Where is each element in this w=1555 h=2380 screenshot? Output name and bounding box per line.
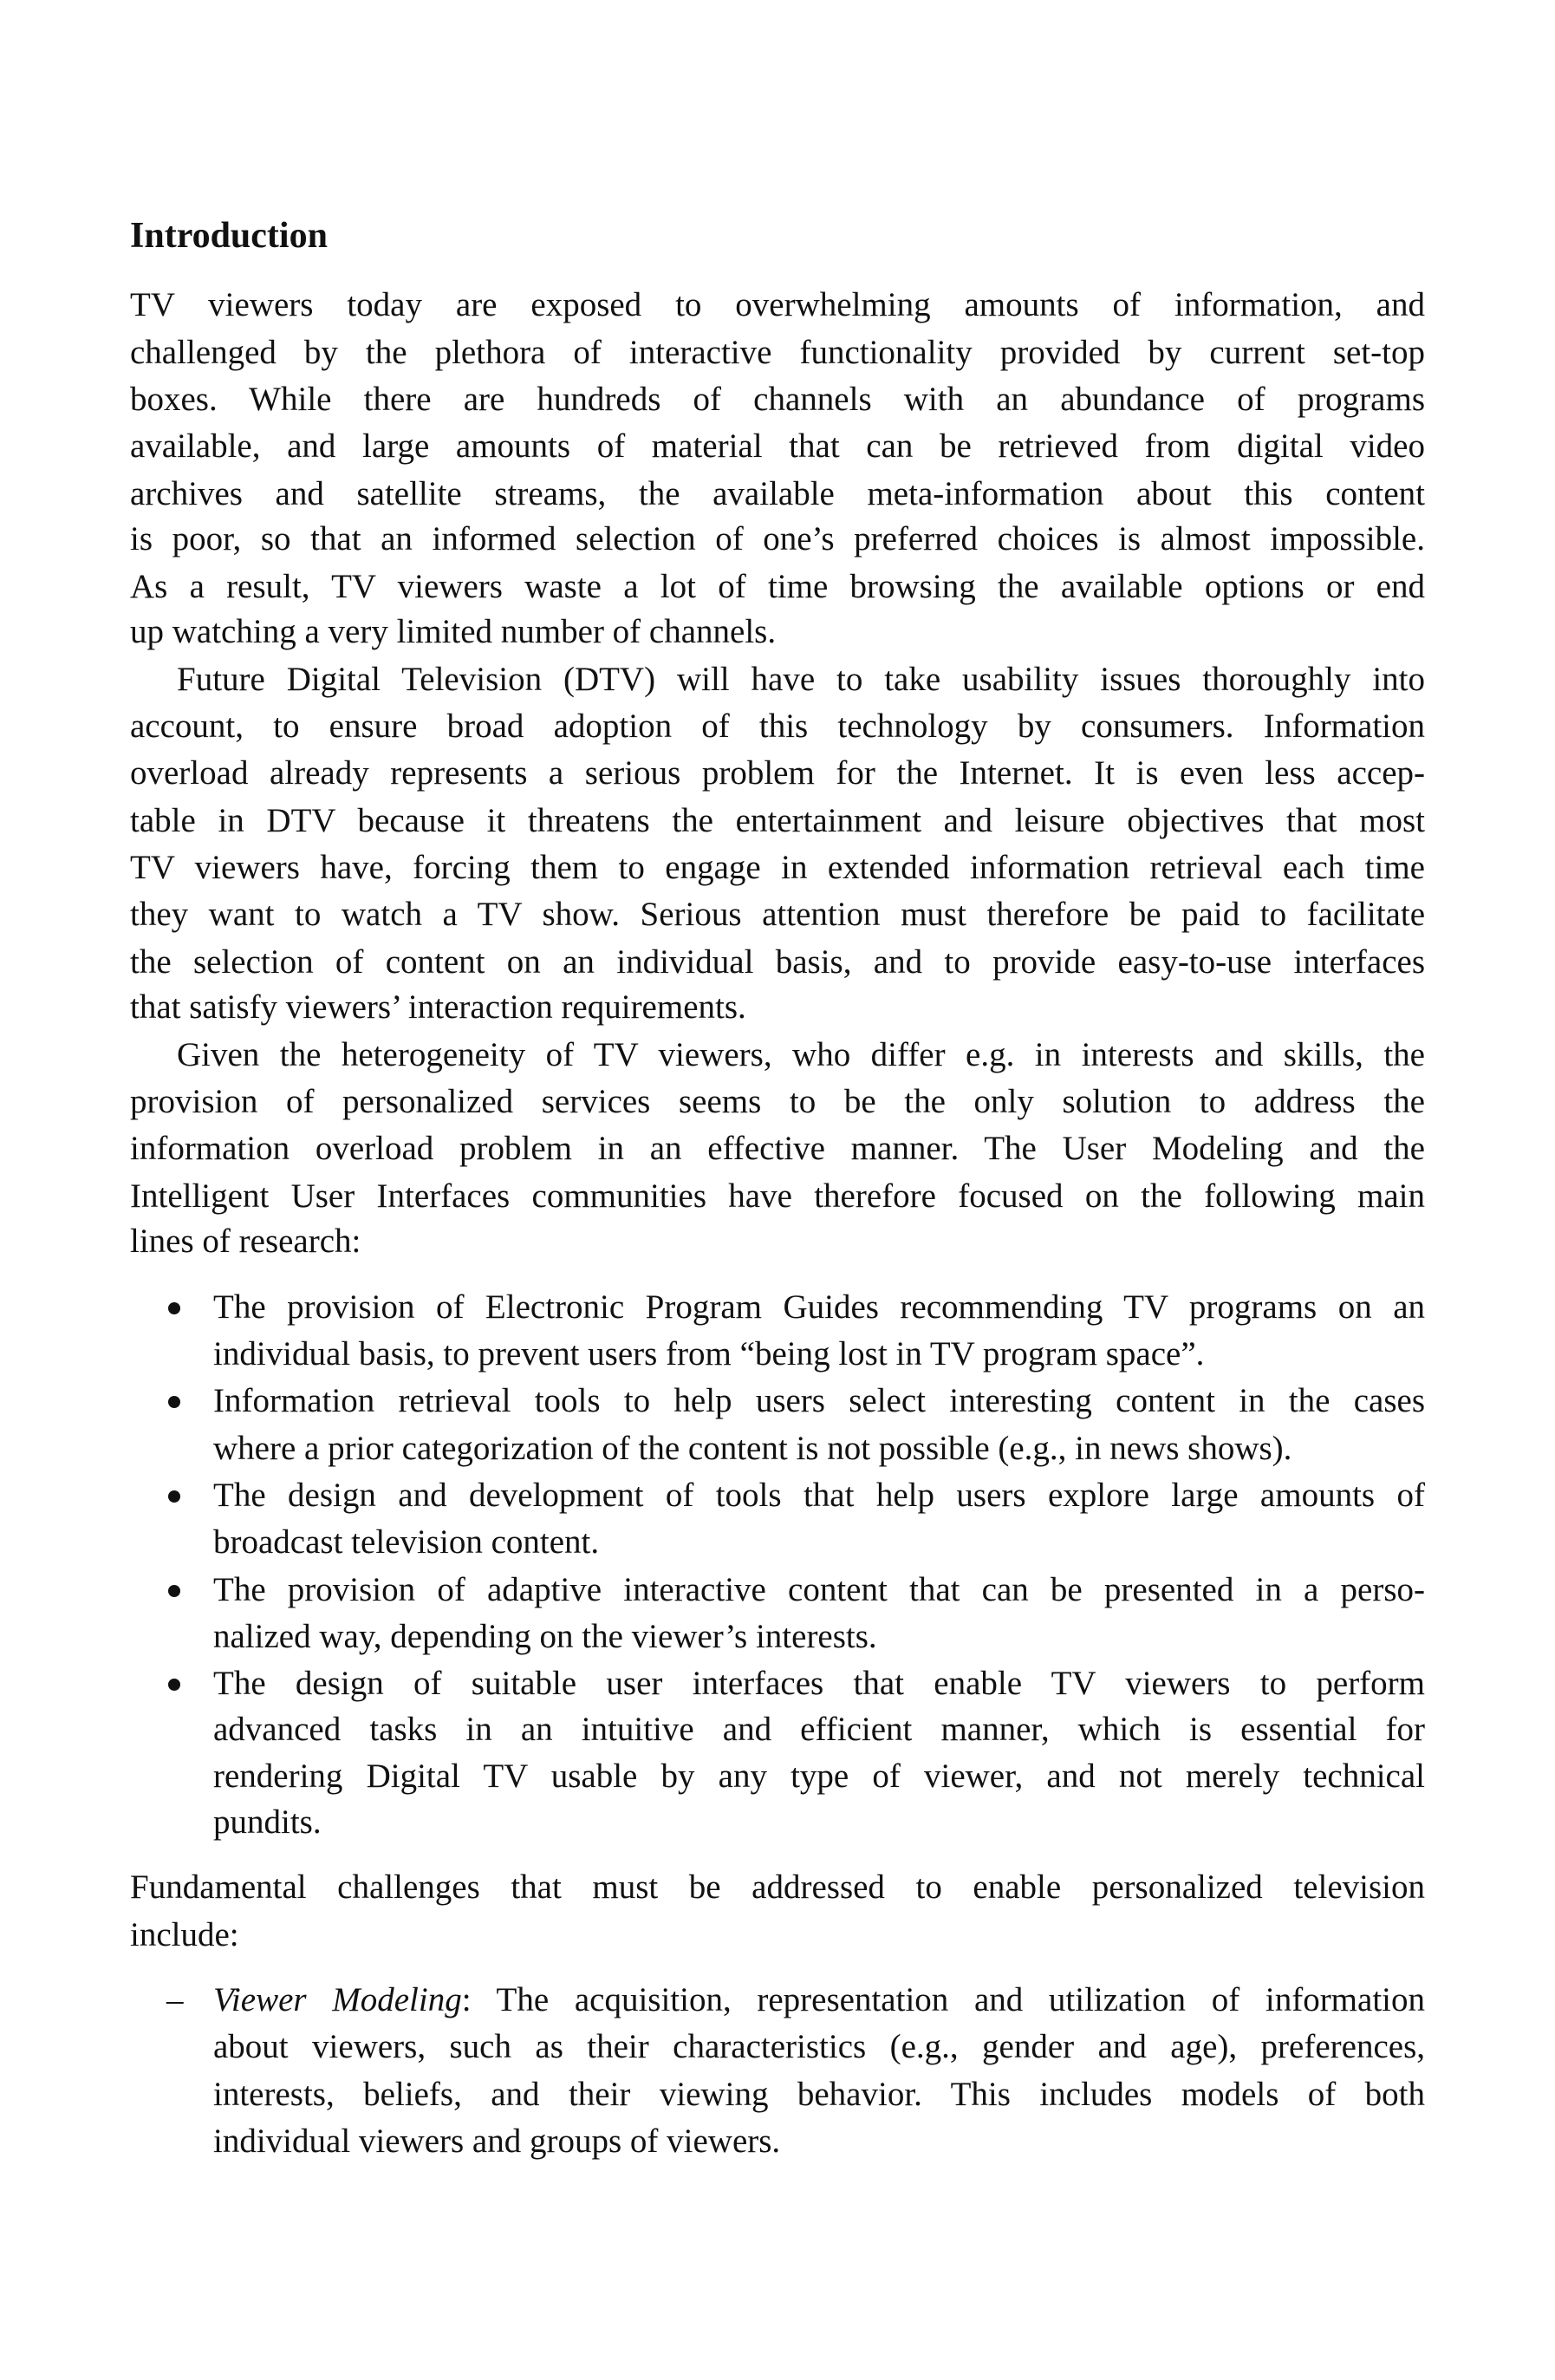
text-line: archives and satellite streams, the available meta-information about this content [130,475,1425,512]
term-label: Viewer Modeling [213,1981,462,2018]
text-line: include: [130,1916,239,1953]
text-line: The provision of Electronic Program Guides recommending TV programs on an [213,1288,1425,1326]
text-line: information overload problem in an effective manner. The User Modeling and the [130,1130,1425,1167]
text-line: they want to watch a TV show. Serious attention must therefore be paid to facilitate [130,896,1425,933]
text-line: Fundamental challenges that must be addressed to enable personalized television [130,1868,1425,1906]
text-line: Intelligent User Interfaces communities have therefore focused on the following main [130,1177,1425,1215]
text-line: Given the heterogeneity of TV viewers, who differ e.g. in interests and skills, the [177,1036,1425,1073]
text-line: individual viewers and groups of viewers. [213,2122,781,2160]
bullet-icon [168,1396,180,1408]
text-line [213,1977,1425,2024]
text-line: overload already represents a serious problem for the Internet. It is even less accep- [130,754,1425,792]
text-line: TV viewers have, forcing them to engage in extended information retrieval each time [130,849,1425,886]
bullet-icon [168,1302,180,1314]
term-definition: : The acquisition, representation and utilization of information [461,1981,1426,2018]
text-line: where a prior categorization of the content is not possible (e.g., in news shows). [213,1430,1292,1467]
text-line: table in DTV because it threatens the entertainment and leisure objectives that most [130,802,1425,839]
text-line: boxes. While there are hundreds of channels with an abundance of programs [130,381,1425,418]
text-line: advanced tasks in an intuitive and efficient manner, which is essential for [213,1711,1425,1748]
bullet-icon [168,1585,180,1597]
text-line: As a result, TV viewers waste a lot of time browsing the available options or end [130,568,1425,605]
text-line: rendering Digital TV usable by any type of viewer, and not merely technical [213,1757,1425,1795]
text-line: Future Digital Television (DTV) will have to take usability issues thoroughly into [177,661,1425,698]
text-line: is poor, so that an informed selection of one’s preferred choices is almost impossible. [130,520,1425,558]
text-line: Information retrieval tools to help users select interesting content in the cases [213,1382,1425,1419]
bullet-icon [168,1679,180,1691]
text-line: about viewers, such as their characteristics (e.g., gender and age), preferences, [213,2028,1425,2065]
section-heading: Introduction [130,216,328,256]
text-line: interests, beliefs, and their viewing behavior. This includes models of both [213,2076,1425,2113]
text-line: The design and development of tools that help users explore large amounts of [213,1477,1425,1514]
text-line: provision of personalized services seems to be the only solution to address the [130,1083,1425,1120]
text-line: account, to ensure broad adoption of this technology by consumers. Information [130,707,1425,745]
dash-icon: – [166,1981,184,2018]
text-line: The design of suitable user interfaces that enable TV viewers to perform [213,1665,1425,1702]
text-line: pundits. [213,1803,322,1841]
text-line: individual basis, to prevent users from “being lost in TV program space”. [213,1335,1205,1373]
text-line: lines of research: [130,1223,361,1260]
text-line: up watching a very limited number of channels. [130,613,777,650]
text-line: challenged by the plethora of interactive functionality provided by current set-top [130,334,1425,371]
text-line: that satisfy viewers’ interaction requirements. [130,988,746,1026]
text-line: The provision of adaptive interactive content that can be presented in a perso- [213,1571,1425,1608]
bullet-icon [168,1490,180,1503]
text-line: nalized way, depending on the viewer’s interests. [213,1618,877,1655]
text-line: TV viewers today are exposed to overwhelming amounts of information, and [130,286,1425,323]
text-line: the selection of content on an individual basis, and to provide easy-to-use interfaces [130,943,1425,981]
text-line: broadcast television content. [213,1523,600,1561]
text-line: available, and large amounts of material that can be retrieved from digital video [130,427,1425,465]
